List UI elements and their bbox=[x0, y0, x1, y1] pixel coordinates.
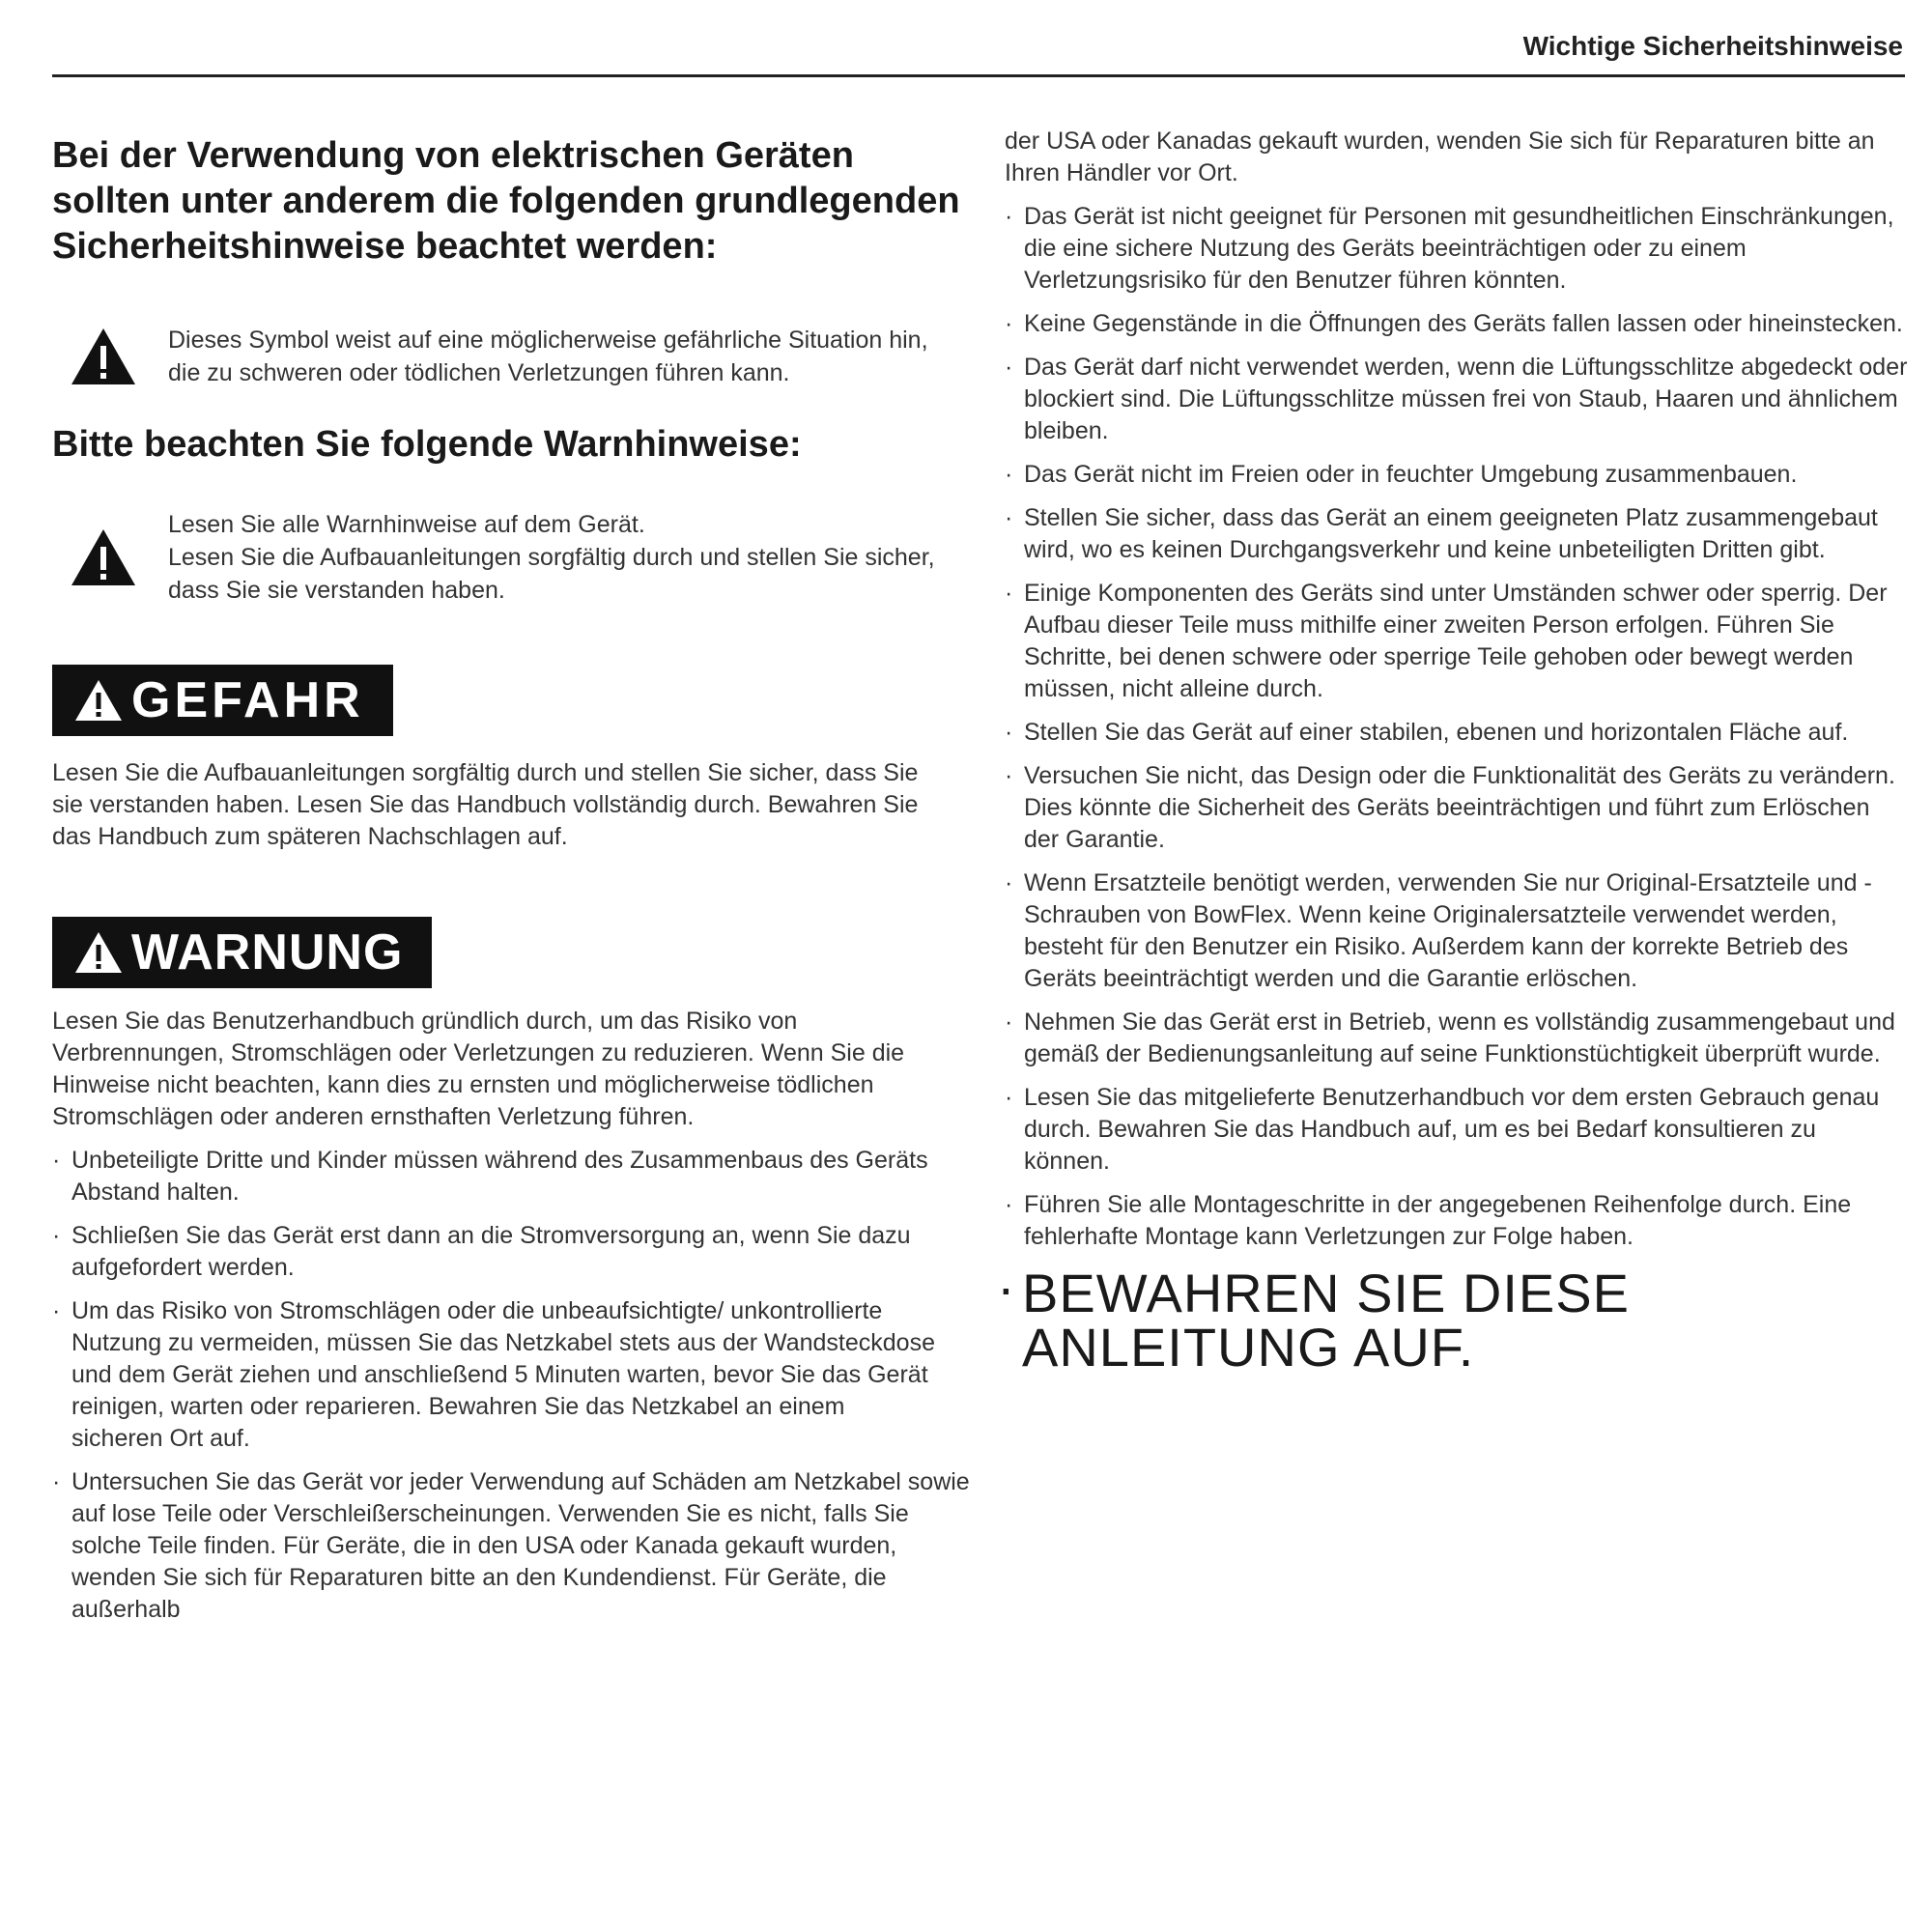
list-item: · Versuchen Sie nicht, das Design oder die Funktionalität des Geräts zu verändern. Dies könnte die Sicherheit des Geräts beeinträchtigen und führt zum Erlöschen der Garantie. bbox=[1005, 760, 1908, 856]
warning-label: WARNUNG bbox=[131, 924, 404, 980]
warning-triangle-icon bbox=[70, 527, 137, 587]
right-column bbox=[997, 128, 1908, 1378]
closing-bullet: · bbox=[997, 1257, 1016, 1318]
symbol-description: Dieses Symbol weist auf eine möglicherweise gefährliche Situation hin, die zu schweren oder tödlichen Verletzungen führen kann. bbox=[168, 327, 928, 386]
closing-line-2: ANLEITUNG AUF. bbox=[1022, 1317, 1475, 1378]
warnings-heading: Bitte beachten Sie folgende Warnhinweise: bbox=[52, 424, 802, 465]
list-item: · Das Gerät nicht im Freien oder in feuchter Umgebung zusammenbauen. bbox=[1005, 459, 1908, 491]
danger-banner bbox=[52, 665, 393, 736]
warnings-intro-block bbox=[52, 508, 960, 607]
list-item: · Wenn Ersatzteile benötigt werden, verwenden Sie nur Original-Ersatzteile und -Schrauben von BowFlex. Wenn keine Originalersatzteile verwendet werden, besteht für den Benutzer ein Risiko. Außerdem kann der korrekte Betrieb des Geräts beeinträchtigt werden und die Garantie erlöschen. bbox=[1005, 867, 1908, 995]
list-item: · Einige Komponenten des Geräts sind unter Umständen schwer oder sperrig. Der Aufbau dieser Teile muss mithilfe einer zweiten Person erfolgen. Führen Sie Schritte, bei denen schwere oder sperrige Teile gehoben oder bewegt werden müssen, nicht alleine durch. bbox=[1005, 578, 1908, 705]
warning-triangle-icon bbox=[73, 678, 124, 723]
intro-heading: Bei der Verwendung von elektrischen Geräten sollten unter anderem die folgenden grundlegenden Sicherheitshinweise beachtet werden: bbox=[52, 135, 960, 267]
warnings-intro-text bbox=[168, 508, 960, 607]
warnings-intro-line-2: Lesen Sie die Aufbauanleitungen sorgfältig durch und stellen Sie sicher, dass Sie sie verstanden haben. bbox=[168, 544, 935, 604]
list-item: · Das Gerät darf nicht verwendet werden, wenn die Lüftungsschlitze abgedeckt oder blockiert sind. Die Lüftungsschlitze müssen frei von Staub, Haaren und ähnlichem bleiben. bbox=[1005, 352, 1908, 447]
header-rule bbox=[52, 74, 1905, 77]
list-item: · Keine Gegenstände in die Öffnungen des Geräts fallen lassen oder hineinstecken. bbox=[1005, 308, 1908, 340]
list-item: · Um das Risiko von Stromschlägen oder die unbeaufsichtigte/ unkontrollierte Nutzung zu vermeiden, müssen Sie das Netzkabel stets aus der Wandsteckdose und dem Gerät ziehen und anschließend 5 Minuten warten, bevor Sie das Gerät reinigen, warten oder reparieren. Bewahren Sie das Netzkabel an einem sicheren Ort auf. bbox=[52, 1295, 941, 1455]
warnings-intro-line-1: Lesen Sie alle Warnhinweise auf dem Gerät. bbox=[168, 511, 645, 538]
warning-banner bbox=[52, 917, 432, 988]
list-item: · Stellen Sie sicher, dass das Gerät an einem geeigneten Platz zusammengebaut wird, wo es keinen Durchgangsverkehr und keine unbeteiligten Dritten gibt. bbox=[1005, 502, 1908, 566]
page-header-title: Wichtige Sicherheitshinweise bbox=[1522, 31, 1903, 61]
warning-triangle-icon bbox=[73, 930, 124, 975]
list-item: · Nehmen Sie das Gerät erst in Betrieb, wenn es vollständig zusammengebaut und gemäß der Bedienungsanleitung auf seine Funktionstüchtigkeit überprüft wurde. bbox=[1005, 1007, 1908, 1070]
symbol-explanation bbox=[52, 324, 960, 389]
closing-statement bbox=[997, 1257, 1908, 1378]
list-item: · Unbeteiligte Dritte und Kinder müssen während des Zusammenbaus des Geräts Abstand halten. bbox=[52, 1145, 941, 1208]
list-item: · Schließen Sie das Gerät erst dann an die Stromversorgung an, wenn Sie dazu aufgefordert werden. bbox=[52, 1220, 941, 1284]
warning-text: Lesen Sie das Benutzerhandbuch gründlich durch, um das Risiko von Verbrennungen, Stromschlägen oder Verletzungen zu reduzieren. Wenn Sie die Hinweise nicht beachten, kann dies zu ernsten und möglicherweise tödlichen Stromschlägen oder anderen ernsthaften Verletzung führen. bbox=[52, 1008, 905, 1130]
list-item: · Stellen Sie das Gerät auf einer stabilen, ebenen und horizontalen Fläche auf. bbox=[1005, 717, 1908, 749]
list-item: · Untersuchen Sie das Gerät vor jeder Verwendung auf Schäden am Netzkabel sowie auf lose Teile oder Verschleißerscheinungen. Verwenden Sie es nicht, falls Sie solche Teile finden. Für Geräte, die in den USA oder Kanada gekauft wurden, wenden Sie sich für Reparaturen bitte an den Kundendienst. Für Geräte, die außerhalb bbox=[52, 1466, 975, 1626]
closing-line-1: BEWAHREN SIE DIESE bbox=[1022, 1263, 1630, 1323]
list-item: · Das Gerät ist nicht geeignet für Personen mit gesundheitlichen Einschränkungen, die eine sichere Nutzung des Geräts beeinträchtigen oder zu einem Verletzungsrisiko für den Benutzer führen könnten. bbox=[1005, 201, 1908, 297]
warning-triangle-icon bbox=[70, 327, 137, 386]
list-item-continuation: der USA oder Kanadas gekauft wurden, wenden Sie sich für Reparaturen bitte an Ihren Händler vor Ort. bbox=[1005, 128, 1875, 186]
danger-text: Lesen Sie die Aufbauanleitungen sorgfältig durch und stellen Sie sicher, dass Sie sie verstanden haben. Lesen Sie das Handbuch vollständig durch. Bewahren Sie das Handbuch zum späteren Nachschlagen auf. bbox=[52, 759, 919, 850]
left-column bbox=[52, 133, 970, 1637]
list-item: · Lesen Sie das mitgelieferte Benutzerhandbuch vor dem ersten Gebrauch genau durch. Bewahren Sie das Handbuch auf, um es bei Bedarf konsultieren zu können. bbox=[1005, 1082, 1908, 1178]
danger-label: GEFAHR bbox=[131, 672, 364, 728]
list-item: · Führen Sie alle Montageschritte in der angegebenen Reihenfolge durch. Eine fehlerhafte Montage kann Verletzungen zur Folge haben. bbox=[1005, 1189, 1908, 1253]
